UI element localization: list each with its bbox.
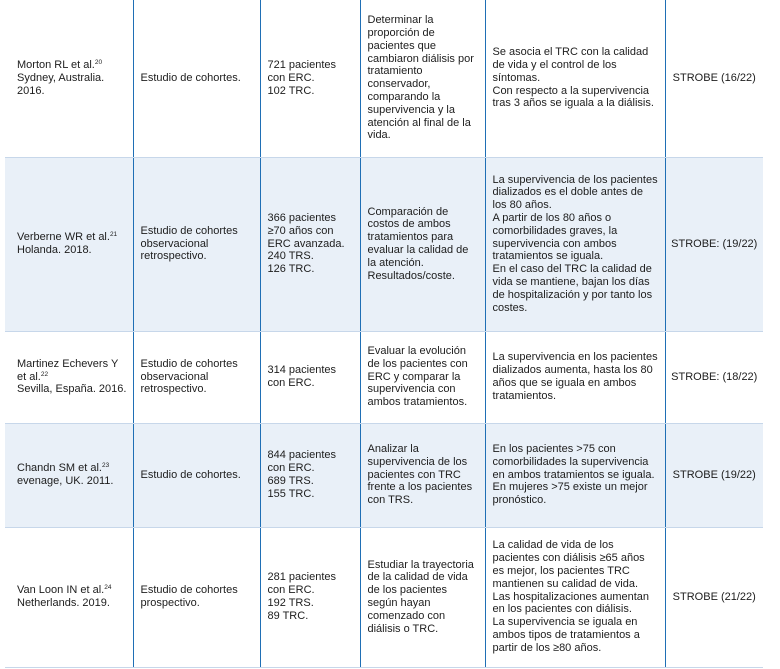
- reference-number: 22: [40, 370, 49, 378]
- result-line: Se asocia el TRC con la calidad de vida y el control de los síntomas.: [492, 46, 649, 84]
- author-cell: [5, 157, 133, 331]
- quality-cell: STROBE: (19/22): [665, 157, 763, 331]
- design-cell: Estudio de cohortes.: [133, 423, 260, 527]
- result-line: En el caso del TRC la calidad de vida se mantiene, bajan los días de hospitalización y por tanto los costes.: [492, 263, 653, 314]
- reference-number: 20: [94, 59, 103, 67]
- author-cell: [5, 527, 133, 667]
- table-row: [5, 157, 763, 331]
- result-line: En los pacientes >75 con comorbilidades la supervivencia en ambos tratamientos se iguala.: [492, 443, 655, 481]
- reference-number: 21: [109, 231, 118, 239]
- table-row: [5, 527, 763, 667]
- quality-cell: STROBE (21/22): [665, 527, 763, 667]
- author-cell: [5, 423, 133, 527]
- result-line: La supervivencia de los pacientes dializados es el doble antes de los 80 años.: [492, 173, 658, 212]
- quality-cell: STROBE: (18/22): [665, 331, 763, 423]
- design-cell: Estudio de cohortes.: [133, 0, 260, 157]
- table-row: [5, 0, 763, 157]
- author-name: Martinez Echevers Y et al.: [17, 357, 119, 383]
- sample-line: 155 TRC.: [267, 487, 315, 500]
- result-line: Con respecto a la supervivencia tras 3 años se iguala a la diálisis.: [492, 84, 654, 110]
- quality-cell: STROBE (16/22): [665, 0, 763, 157]
- table-row: [5, 423, 763, 527]
- author-name: Verberne WR et al.: [17, 231, 110, 244]
- objective-cell: Evaluar la evolución de los pacientes con ERC y comparar la supervivencia con ambos tratamientos.: [360, 331, 485, 423]
- results-cell: [485, 527, 665, 667]
- sample-cell: [260, 0, 360, 157]
- objective-cell: Comparación de costos de ambos tratamientos para evaluar la calidad de la atención. Resultados/coste.: [360, 157, 485, 331]
- author-cell: [5, 331, 133, 423]
- results-cell: [485, 423, 665, 527]
- result-line: Las hospitalizaciones aumentan en los pacientes con diálisis.: [492, 590, 650, 616]
- sample-line: 366 pacientes ≥70 años con ERC avanzada.: [267, 212, 345, 250]
- design-cell: Estudio de cohortes observacional retrospectivo.: [133, 331, 260, 423]
- sample-cell: [260, 423, 360, 527]
- location-year: Sevilla, España. 2016.: [17, 383, 127, 396]
- location-year: Holanda. 2018.: [17, 244, 92, 256]
- author-cell: [5, 0, 133, 157]
- sample-line: 314 pacientes con ERC.: [267, 364, 336, 389]
- result-line: La supervivencia en los pacientes dializados aumenta, hasta los 80 años que se iguala en ambos tratamientos.: [492, 351, 658, 402]
- sample-line: 721 pacientes con ERC.: [267, 59, 336, 84]
- objective-cell: Analizar la supervivencia de los pacientes con TRC frente a los pacientes con TRS.: [360, 423, 485, 527]
- sample-cell: [260, 331, 360, 423]
- design-cell: Estudio de cohortes prospectivo.: [133, 527, 260, 667]
- sample-line: 102 TRC.: [267, 84, 315, 97]
- author-name: Morton RL et al.: [17, 59, 95, 72]
- location-year: Netherlands. 2019.: [17, 597, 110, 609]
- results-cell: [485, 331, 665, 423]
- location-year: Sydney, Australia. 2016.: [17, 71, 105, 97]
- reference-number: 24: [104, 584, 112, 592]
- sample-line: 689 TRS.: [267, 475, 314, 487]
- sample-line: 281 pacientes con ERC.: [267, 571, 336, 597]
- location-year: evenage, UK. 2011.: [17, 475, 114, 487]
- sample-line: 844 pacientes con ERC.: [267, 449, 336, 475]
- sample-line: 89 TRC.: [267, 609, 309, 622]
- result-line: La supervivencia se iguala en ambos tipos de tratamientos a partir de los ≥80 años.: [492, 616, 640, 654]
- result-line: En mujeres >75 existe un mejor pronóstico.: [492, 481, 648, 507]
- sample-cell: [260, 157, 360, 331]
- results-cell: [485, 157, 665, 331]
- sample-cell: [260, 527, 360, 667]
- sample-line: 192 TRS.: [267, 597, 314, 609]
- design-cell: Estudio de cohortes observacional retrospectivo.: [133, 157, 260, 331]
- author-name: Chandn SM et al.: [17, 462, 102, 475]
- results-cell: [485, 0, 665, 157]
- objective-cell: Estudiar la trayectoria de la calidad de vida de los pacientes según hayan comenzado con diálisis o TRC.: [360, 527, 485, 667]
- sample-line: 126 TRC.: [267, 263, 315, 276]
- result-line: La calidad de vida de los pacientes con diálisis ≥65 años es mejor, los pacientes TRC mantienen su calidad de vida.: [492, 539, 645, 590]
- quality-cell: STROBE (19/22): [665, 423, 763, 527]
- studies-table: [5, 0, 763, 668]
- sample-line: 240 TRS.: [267, 250, 314, 263]
- objective-cell: Determinar la proporción de pacientes que cambiaron diálisis por tratamiento conservador, comparando la supervivencia y la atención al final de la vida.: [360, 0, 485, 157]
- author-name: Van Loon IN et al.: [17, 584, 105, 597]
- table-row: [5, 331, 763, 423]
- reference-number: 23: [102, 462, 110, 470]
- result-line: A partir de los 80 años o comorbilidades graves, la supervivencia con ambos tratamientos se iguala.: [492, 212, 618, 263]
